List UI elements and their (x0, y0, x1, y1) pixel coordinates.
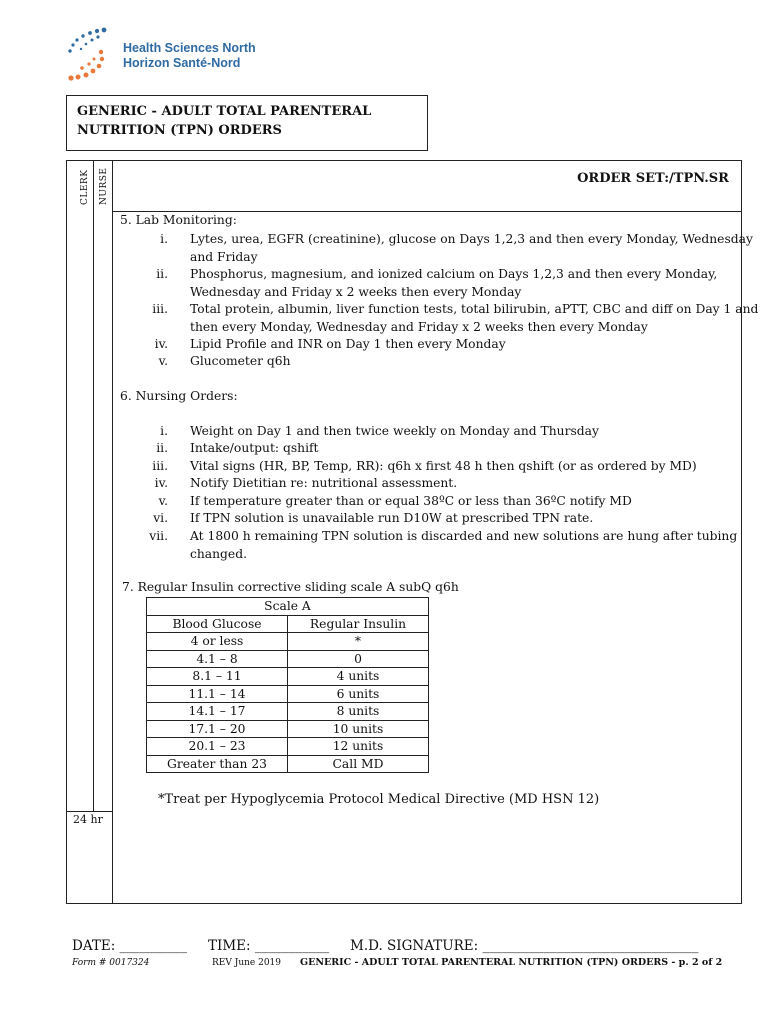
nursing-item-text: Intake/output: qshift (190, 441, 319, 455)
blood-glucose-cell: Greater than 23 (147, 755, 288, 773)
nursing-orders-heading: 6. Nursing Orders: (120, 389, 238, 403)
nursing-item-text: Weight on Day 1 and then twice weekly on Monday and Thursday (190, 424, 599, 438)
lab-item-number: v. (158, 354, 168, 368)
nursing-item-number: v. (158, 494, 168, 508)
col-header-regular-insulin: Regular Insulin (288, 615, 429, 633)
blood-glucose-cell: 14.1 – 17 (147, 703, 288, 721)
scale-title: Scale A (147, 598, 429, 616)
form-title-line2: NUTRITION (TPN) ORDERS (77, 123, 282, 138)
form-number: Form # 0017324 (72, 958, 150, 968)
insulin-heading: 7. Regular Insulin corrective sliding scale A subQ q6h (122, 580, 459, 594)
clerk-column-divider (93, 161, 94, 811)
org-name-line1: Health Sciences North (123, 41, 256, 55)
nursing-item-text: Vital signs (HR, BP, Temp, RR): q6h x first 48 h then qshift (or as ordered by MD) (190, 459, 697, 473)
nursing-item-text: At 1800 h remaining TPN solution is discarded and new solutions are hung after tubing (190, 529, 738, 543)
lab-item-text: Phosphorus, magnesium, and ionized calcium on Days 1,2,3 and then every Monday, (190, 267, 718, 281)
lab-item-text: Lipid Profile and INR on Day 1 then every Monday (190, 337, 506, 351)
insulin-dose-cell: 8 units (288, 703, 429, 721)
table-header-row (147, 615, 429, 633)
blood-glucose-cell: 11.1 – 14 (147, 685, 288, 703)
nursing-item-text: If temperature greater than or equal 38ºC or less than 36ºC notify MD (190, 494, 632, 508)
lab-item-text: Total protein, albumin, liver function tests, total bilirubin, aPTT, CBC and diff on Day 1 and (190, 302, 759, 316)
hypoglycemia-note: *Treat per Hypoglycemia Protocol Medical Directive (MD HSN 12) (158, 792, 600, 807)
blood-glucose-cell: 8.1 – 11 (147, 668, 288, 686)
form-title-line1: GENERIC - ADULT TOTAL PARENTERAL (77, 104, 372, 119)
insulin-dose-cell: Call MD (288, 755, 429, 773)
lab-monitoring-heading: 5. Lab Monitoring: (120, 213, 237, 227)
lab-item-text: then every Monday, Wednesday and Friday x 2 weeks then every Monday (190, 319, 648, 334)
nursing-item-text: If TPN solution is unavailable run D10W at prescribed TPN rate. (190, 511, 594, 525)
col-header-blood-glucose: Blood Glucose (147, 615, 288, 633)
nursing-item-text: changed. (190, 546, 247, 561)
signature-field[interactable]: M.D. SIGNATURE: ________________________________ (350, 938, 699, 954)
blood-glucose-cell: 4.1 – 8 (147, 650, 288, 668)
revision-date: REV June 2019 (212, 958, 281, 968)
nursing-item-number: ii. (156, 441, 168, 455)
time-field[interactable]: TIME: ___________ (208, 938, 330, 954)
blood-glucose-cell: 17.1 – 20 (147, 720, 288, 738)
table-row (147, 650, 429, 668)
org-name-line2: Horizon Santé-Nord (123, 56, 241, 70)
table-row (147, 668, 429, 686)
nurse-label: NURSE (99, 167, 109, 205)
insulin-scale-table (146, 597, 429, 773)
lab-item-number: iv. (154, 337, 168, 351)
table-row (147, 633, 429, 651)
nursing-item-number: vi. (153, 511, 168, 525)
nursing-item-text: Notify Dietitian re: nutritional assessment. (190, 476, 458, 490)
lab-item-text: and Friday (190, 249, 258, 264)
insulin-dose-cell: 10 units (288, 720, 429, 738)
lab-item-number: iii. (152, 302, 168, 316)
nursing-item-number: iv. (154, 476, 168, 490)
insulin-dose-cell: 0 (288, 650, 429, 668)
org-name (123, 41, 256, 71)
nurse-column-divider (112, 161, 113, 903)
insulin-dose-cell: 4 units (288, 668, 429, 686)
table-row (147, 685, 429, 703)
nursing-item-number: i. (160, 424, 168, 438)
lab-item-number: ii. (156, 267, 168, 281)
lab-item-number: i. (160, 232, 168, 246)
table-row (147, 738, 429, 756)
lab-item-text: Lytes, urea, EGFR (creatinine), glucose on Days 1,2,3 and then every Monday, Wednesday (190, 232, 753, 246)
nursing-item-number: vii. (149, 529, 168, 543)
insulin-dose-cell: 12 units (288, 738, 429, 756)
date-field[interactable]: DATE: __________ (72, 938, 188, 954)
nursing-item-number: iii. (152, 459, 168, 473)
insulin-dose-cell: * (288, 633, 429, 651)
blood-glucose-cell: 20.1 – 23 (147, 738, 288, 756)
lab-item-text: Glucometer q6h (190, 354, 291, 368)
insulin-dose-cell: 6 units (288, 685, 429, 703)
clerk-label: CLERK (80, 169, 90, 205)
lab-item-text: Wednesday and Friday x 2 weeks then every Monday (190, 284, 522, 299)
table-row (147, 703, 429, 721)
page-footer-title: GENERIC - ADULT TOTAL PARENTERAL NUTRITION (TPN) ORDERS - p. 2 of 2 (300, 957, 723, 968)
table-row (147, 755, 429, 773)
side-label-24hr: 24 hr (73, 813, 103, 826)
table-title-row (147, 598, 429, 616)
form-title-box (66, 95, 428, 151)
blood-glucose-cell: 4 or less (147, 633, 288, 651)
table-row (147, 720, 429, 738)
dots-logo-icon (64, 26, 110, 86)
order-set-label: ORDER SET:/TPN.SR (577, 171, 729, 186)
